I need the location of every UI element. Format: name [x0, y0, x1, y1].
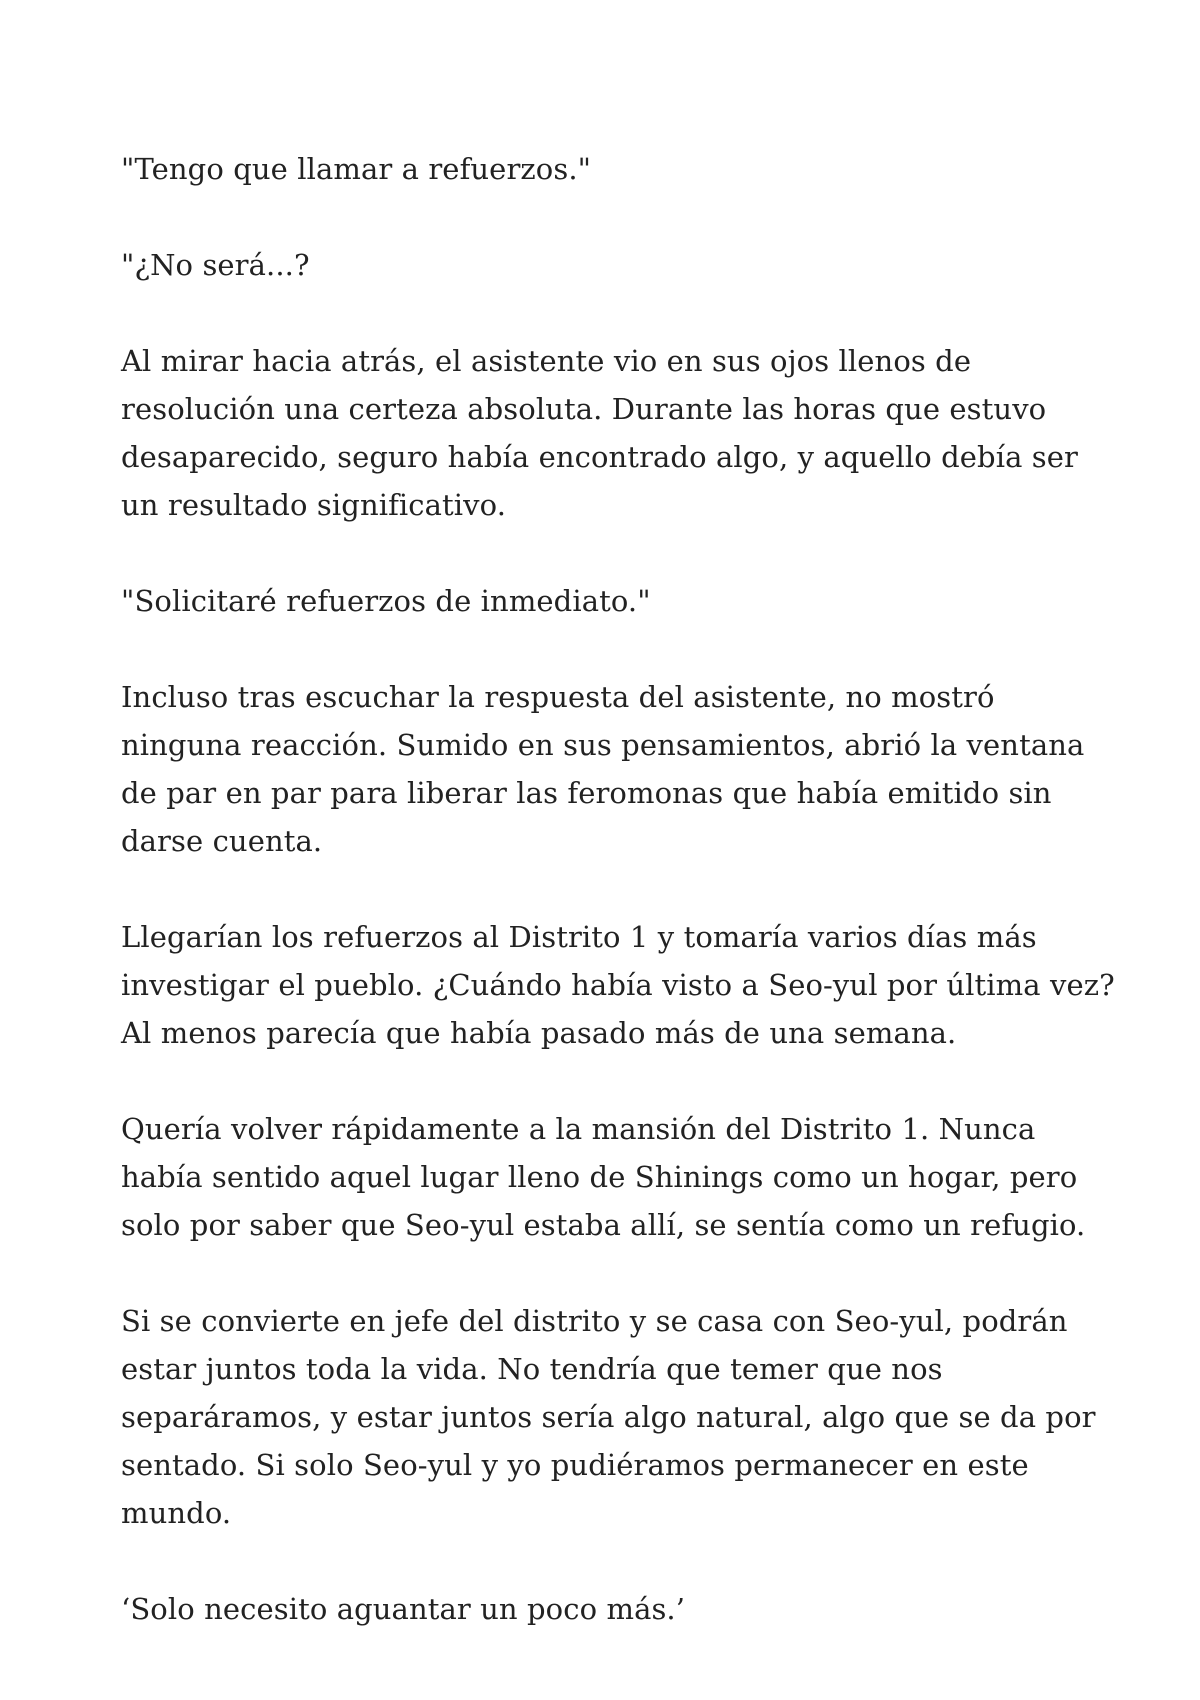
- paragraph-district-chief: Si se convierte en jefe del distrito y se casa con Seo-yul, podrán estar juntos toda la vida. No tendría que temer que nos separáramos, y estar juntos sería algo natural, algo que se da por sentado. Si solo Seo-yul y yo pudiéramos permanecer en este mundo.: [121, 1304, 1096, 1530]
- paragraph-inner-thought: ‘Solo necesito aguantar un poco más.’: [121, 1592, 686, 1626]
- paragraph-window-reaction: Incluso tras escuchar la respuesta del asistente, no mostró ninguna reacción. Sumido en sus pensamientos, abrió la ventana de par en par para liberar las feromonas que había emitido sin darse cuenta.: [121, 680, 1085, 858]
- paragraph-dialogue-request: "Solicitaré refuerzos de inmediato.": [121, 584, 651, 618]
- document-page: [121, 145, 1121, 1633]
- paragraph-assistant-observation: Al mirar hacia atrás, el asistente vio en sus ojos llenos de resolución una certeza absoluta. Durante las horas que estuvo desaparecido, seguro había encontrado algo, y aquello debía ser un resultado significativo.: [121, 344, 1078, 522]
- paragraph-district-investigation: Llegarían los refuerzos al Distrito 1 y tomaría varios días más investigar el pueblo. ¿Cuándo había visto a Seo-yul por última vez? Al menos parecía que había pasado más de una semana.: [121, 920, 1115, 1050]
- paragraph-dialogue-question: "¿No será...?: [121, 248, 310, 282]
- paragraph-mansion-refuge: Quería volver rápidamente a la mansión del Distrito 1. Nunca había sentido aquel lugar lleno de Shinings como un hogar, pero solo por saber que Seo-yul estaba allí, se sentía como un refugio.: [121, 1112, 1086, 1242]
- paragraph-dialogue-reinforcements: "Tengo que llamar a refuerzos.": [121, 152, 592, 186]
